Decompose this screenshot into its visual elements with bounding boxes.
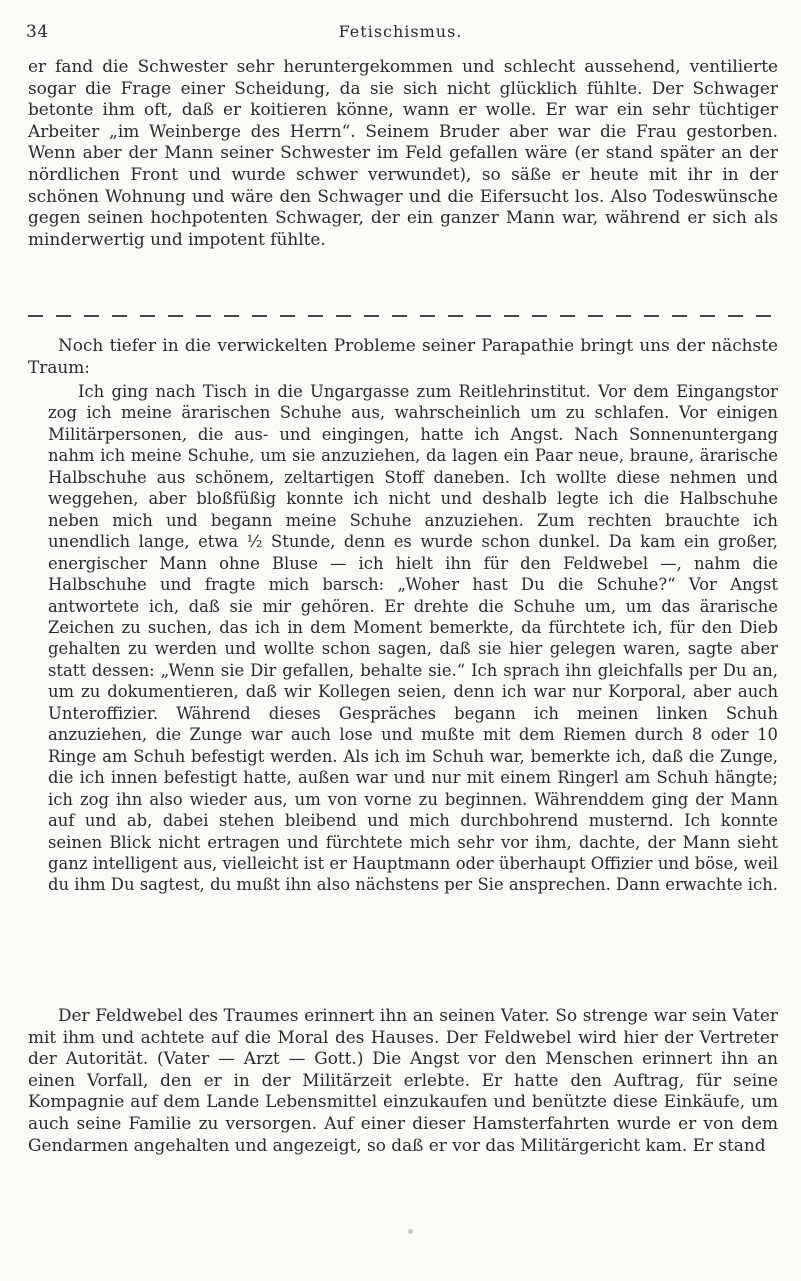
paragraph-text: er fand die Schwester sehr heruntergekommen und schlecht aussehend, ventilierte sogar die Frage einer Scheidung, da sie sich nicht glücklich fühlte. Der Schwager betonte ihm oft, daß er koitieren könne, wann er wolle. Er war ein sehr tüchtiger Arbeiter „im Weinberge des Herrn“. Seinem Bruder aber war die Frau gestorben. Wenn aber der Mann seiner Schwester im Feld gefallen wäre (er stand später an der nördlichen Front und wurde schwer verwundet), so säße er heute mit ihr in der schönen Wohnung und wäre den Schwager und die Eifersucht los. Also Todeswünsche gegen seinen hochpotenten Schwager, der ein ganzer Mann war, während er sich als minderwertig und impotent fühlte. [28,56,778,249]
section-divider [28,315,773,317]
paragraph-intro [28,56,778,250]
paragraph-text: Der Feldwebel des Traumes erinnert ihn an seinen Vater. So strenge war sein Vater mit ihm und achtete auf die Moral des Hauses. Der Feldwebel wird hier der Vertreter der Autorität. (Vater — Arzt — Gott.) Die Angst vor den Menschen erinnert ihn an einen Vorfall, den er in der Militärzeit erlebte. Er hatte den Auftrag, für seine Kompagnie auf dem Lande Lebensmittel einzukaufen und benützte diese Einkäufe, um auch seine Familie zu versorgen. Auf einer dieser Hamsterfahrten wurde er von dem Gendarmen angehalten und angezeigt, so daß er vor das Militärgericht kam. Er stand [28,1005,778,1155]
paragraph-dream-intro [28,335,778,378]
paragraph-interpretation [28,1005,778,1156]
dream-text: Ich ging nach Tisch in die Ungargasse zum Reitlehrinstitut. Vor dem Eingangstor zog ich meine ärarischen Schuhe aus, wahrscheinlich um zu schlafen. Vor einigen Militärpersonen, die aus- und eingingen, hatte ich Angst. Nach Sonnenuntergang nahm ich meine Schuhe, um sie anzuziehen, da lagen ein Paar neue, braune, ärarische Halbschuhe aus schönem, zeltartigen Stoff daneben. Ich wollte diese nehmen und weggehen, aber bloßfüßig konnte ich nicht und deshalb legte ich die Halbschuhe neben mich und begann meine Schuhe anzuziehen. Zum rechten brauchte ich unendlich lange, etwa ½ Stunde, denn es wurde schon dunkel. Da kam ein großer, energischer Mann ohne Bluse — ich hielt ihn für den Feldwebel —, nahm die Halbschuhe und fragte mich barsch: „Woher hast Du die Schuhe?“ Vor Angst antwortete ich, daß sie mir gehören. Er drehte die Schuhe um, um das ärarische Zeichen zu suchen, das ich in dem Moment bemerkte, da fürchtete ich, für den Dieb gehalten zu werden und wollte schon sagen, daß sie hier gelegen waren, sagte aber statt dessen: „Wenn sie Dir gefallen, behalte sie.“ Ich sprach ihn gleichfalls per Du an, um zu dokumentieren, daß wir Kollegen seien, denn ich war nur Korporal, aber auch Unteroffizier. Während dieses Gespräches begann ich meinen linken Schuh anzuziehen, die Zunge war auch lose und mußte mit dem Riemen durch 8 oder 10 Ringe am Schuh befestigt werden. Als ich im Schuh war, bemerkte ich, daß die Zunge, die ich innen befestigt hatte, außen war und nur mit einem Ringerl am Schuh hängte; ich zog ihn also wieder aus, um von vorne zu beginnen. Währenddem ging der Mann auf und ab, dabei stehen bleibend und mich durchbohrend musternd. Ich konnte seinen Blick nicht ertragen und fürchtete mich sehr vor ihm, dachte, der Mann sieht ganz intelligent aus, vielleicht ist er Hauptmann oder überhaupt Offizier und böse, weil du ihm Du sagtest, du mußt ihn also nächstens per Sie ansprechen. Dann erwachte ich. [48,382,778,895]
dream-quote [48,381,778,896]
print-mark [408,1229,413,1234]
running-title: Fetischismus. [338,22,463,41]
paragraph-text: Noch tiefer in die verwickelten Probleme seiner Parapathie bringt uns der nächste Traum: [28,335,778,377]
page-number: 34 [26,22,49,42]
page-header [22,20,779,48]
